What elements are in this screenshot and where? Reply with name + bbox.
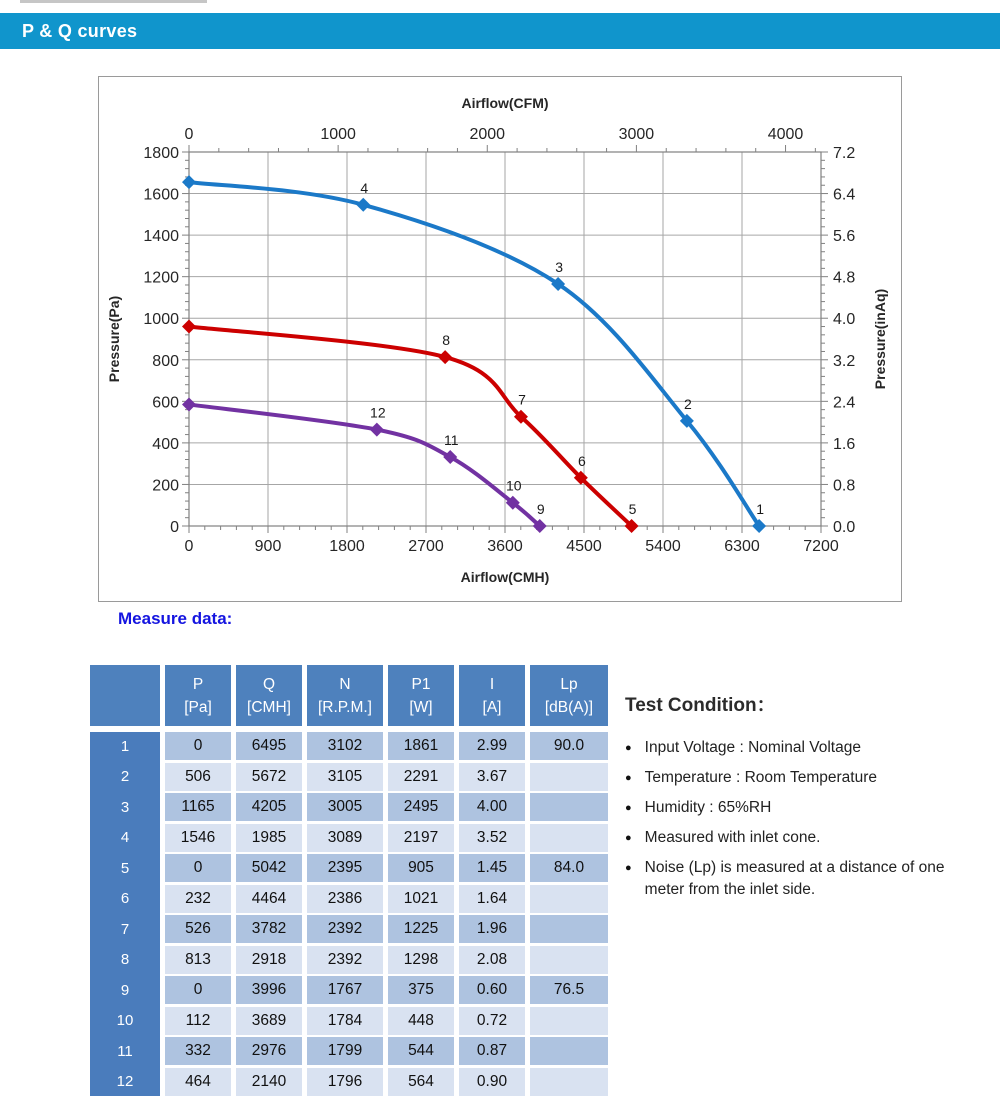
cell-P: 464 bbox=[165, 1068, 231, 1096]
cell-N: 2395 bbox=[307, 854, 383, 882]
bullet-icon: ● bbox=[625, 832, 632, 844]
tick-label-top: 0 bbox=[184, 126, 194, 143]
cell-N: 1767 bbox=[307, 976, 383, 1004]
test-condition-item bbox=[625, 737, 985, 759]
data-point-label: 7 bbox=[518, 391, 526, 408]
test-condition-text: Temperature : Room Temperature bbox=[644, 769, 877, 786]
data-point-marker bbox=[182, 397, 196, 411]
cell-N: 3105 bbox=[307, 763, 383, 791]
tick-label-top: 3000 bbox=[618, 126, 655, 143]
cell-N: 3089 bbox=[307, 824, 383, 852]
cell-Lp bbox=[530, 885, 608, 913]
pq-curves-chart bbox=[99, 77, 901, 601]
cell-Q: 2976 bbox=[236, 1037, 302, 1065]
cell-Q: 5042 bbox=[236, 854, 302, 882]
tick-label-left: 1600 bbox=[143, 186, 179, 204]
test-condition-text: Input Voltage : Nominal Voltage bbox=[644, 739, 861, 756]
cell-N: 1784 bbox=[307, 1007, 383, 1035]
bullet-icon: ● bbox=[625, 862, 632, 874]
cell-P: 112 bbox=[165, 1007, 231, 1035]
row-index: 10 bbox=[116, 1012, 134, 1029]
cell-P: 332 bbox=[165, 1037, 231, 1065]
cell-P: 0 bbox=[165, 732, 231, 760]
cell-Lp bbox=[530, 915, 608, 943]
data-point-label: 6 bbox=[577, 452, 586, 469]
row-index: 2 bbox=[120, 768, 130, 785]
test-condition-text: Measured with inlet cone. bbox=[644, 829, 821, 846]
bullet-icon: ● bbox=[625, 802, 632, 814]
cell-P: 526 bbox=[165, 915, 231, 943]
test-condition-list bbox=[625, 737, 985, 901]
tick-label-left: 200 bbox=[152, 477, 179, 495]
table-row bbox=[90, 793, 608, 821]
tick-label-bottom: 2700 bbox=[408, 538, 444, 555]
test-condition-title: Test Condition： bbox=[625, 695, 776, 716]
cell-I: 3.67 bbox=[459, 763, 525, 791]
cell-Q: 1985 bbox=[236, 824, 302, 852]
cell-P: 0 bbox=[165, 854, 231, 882]
cell-Q: 3689 bbox=[236, 1007, 302, 1035]
section-title-bar bbox=[0, 13, 1000, 49]
tick-label-right: 2.4 bbox=[833, 394, 856, 412]
data-point-label: 4 bbox=[360, 179, 369, 196]
tick-label-top: 1000 bbox=[320, 126, 356, 143]
cell-N: 2392 bbox=[307, 915, 383, 943]
data-point-marker bbox=[438, 350, 452, 364]
data-point-marker bbox=[182, 175, 196, 189]
column-label: Q bbox=[262, 675, 276, 693]
column-unit: [A] bbox=[482, 698, 502, 716]
tick-label-right: 3.2 bbox=[833, 352, 856, 370]
left-axis-title: Pressure(Pa) bbox=[106, 295, 122, 383]
cell-I: 0.60 bbox=[459, 976, 525, 1004]
data-point-label: 2 bbox=[683, 395, 692, 412]
column-label: Lp bbox=[560, 675, 578, 693]
column-header-P bbox=[165, 665, 231, 726]
data-point-label: 8 bbox=[442, 332, 451, 349]
row-index: 11 bbox=[117, 1042, 133, 1060]
tick-label-right: 4.8 bbox=[833, 269, 856, 287]
column-unit: [dB(A)] bbox=[544, 698, 594, 716]
cell-P1: 905 bbox=[388, 854, 454, 882]
data-point-label: 5 bbox=[628, 501, 637, 517]
column-header-Lp bbox=[530, 665, 608, 726]
cell-Lp: 84.0 bbox=[530, 854, 608, 882]
curve-points-5-8 bbox=[189, 327, 632, 526]
test-condition-item bbox=[625, 827, 985, 849]
tick-label-left: 800 bbox=[152, 352, 179, 370]
tick-label-right: 4.0 bbox=[833, 311, 856, 329]
table-row bbox=[90, 1007, 608, 1035]
data-point-label: 9 bbox=[536, 501, 545, 517]
row-index: 6 bbox=[120, 890, 130, 907]
cell-Q: 5672 bbox=[236, 763, 302, 791]
cell-I: 0.90 bbox=[459, 1068, 525, 1096]
tick-label-bottom: 6300 bbox=[724, 538, 760, 555]
cell-I: 1.45 bbox=[459, 854, 525, 882]
section-title: P & Q curves bbox=[22, 21, 138, 41]
cell-I: 4.00 bbox=[459, 793, 525, 821]
row-index: 8 bbox=[120, 951, 130, 968]
measure-data-table bbox=[90, 665, 608, 1096]
cropped-text-artifact bbox=[20, 0, 207, 3]
cell-Lp bbox=[530, 824, 608, 852]
cell-Q: 3996 bbox=[236, 976, 302, 1004]
table-header-row bbox=[90, 665, 608, 726]
column-header-I bbox=[459, 665, 525, 726]
column-label: P1 bbox=[411, 675, 431, 693]
bullet-icon: ● bbox=[625, 772, 632, 784]
cell-N: 2392 bbox=[307, 946, 383, 974]
cell-I: 0.72 bbox=[459, 1007, 525, 1035]
cell-P1: 2197 bbox=[388, 824, 454, 852]
cell-P: 1546 bbox=[165, 824, 231, 852]
cell-I: 0.87 bbox=[459, 1037, 525, 1065]
cell-P1: 1225 bbox=[388, 915, 454, 943]
tick-label-right: 6.4 bbox=[833, 186, 856, 204]
cell-P1: 1298 bbox=[388, 946, 454, 974]
cell-Lp: 76.5 bbox=[530, 976, 608, 1004]
column-unit: [R.P.M.] bbox=[318, 698, 372, 716]
column-header-Q bbox=[236, 665, 302, 726]
cell-I: 3.52 bbox=[459, 824, 525, 852]
curve-points-9-12 bbox=[189, 404, 540, 526]
cell-Q: 3782 bbox=[236, 915, 302, 943]
cell-Q: 2140 bbox=[236, 1068, 302, 1096]
cell-P1: 2291 bbox=[388, 763, 454, 791]
tick-label-bottom: 900 bbox=[254, 538, 282, 555]
tick-label-right: 7.2 bbox=[833, 145, 856, 162]
top-axis-title: Airflow(CFM) bbox=[461, 95, 549, 111]
tick-label-bottom: 3600 bbox=[487, 538, 523, 555]
row-index: 1 bbox=[120, 737, 130, 755]
data-point-marker bbox=[182, 320, 196, 334]
cell-Lp bbox=[530, 946, 608, 974]
test-condition-text: Humidity : 65%RH bbox=[644, 799, 772, 816]
cell-P: 0 bbox=[165, 976, 231, 1004]
chart-frame bbox=[98, 76, 902, 602]
cell-N: 3005 bbox=[307, 793, 383, 821]
right-axis-title: Pressure(inAq) bbox=[872, 288, 888, 390]
cell-P1: 2495 bbox=[388, 793, 454, 821]
tick-label-bottom: 5400 bbox=[645, 538, 681, 555]
tick-label-bottom: 4500 bbox=[566, 538, 602, 555]
data-point-marker bbox=[370, 423, 384, 437]
column-label: N bbox=[339, 675, 351, 693]
table-row bbox=[90, 915, 608, 943]
column-header-N bbox=[307, 665, 383, 726]
table-row bbox=[90, 1068, 608, 1096]
bullet-icon: ● bbox=[625, 742, 632, 754]
column-label: I bbox=[489, 675, 495, 693]
cell-Q: 6495 bbox=[236, 732, 302, 760]
cell-N: 1799 bbox=[307, 1037, 383, 1065]
row-index: 7 bbox=[120, 920, 130, 938]
table-row bbox=[90, 732, 608, 760]
cell-P1: 448 bbox=[388, 1007, 454, 1035]
cell-P: 506 bbox=[165, 763, 231, 791]
cell-I: 2.99 bbox=[459, 732, 525, 760]
table-row bbox=[90, 976, 608, 1004]
data-point-label: 12 bbox=[370, 404, 386, 421]
test-condition-item bbox=[625, 797, 985, 819]
test-condition-text: Noise (Lp) is measured at a distance of one meter from the inlet side. bbox=[644, 859, 945, 898]
cell-I: 2.08 bbox=[459, 946, 525, 974]
tick-label-left: 1800 bbox=[143, 145, 179, 162]
data-point-label: 10 bbox=[506, 477, 522, 494]
cell-Q: 2918 bbox=[236, 946, 302, 974]
table-row bbox=[90, 763, 608, 791]
tick-label-left: 1200 bbox=[143, 269, 179, 287]
row-index: 4 bbox=[120, 829, 130, 846]
column-label: P bbox=[192, 675, 204, 693]
row-index: 5 bbox=[120, 859, 130, 877]
cell-I: 1.64 bbox=[459, 885, 525, 913]
cell-Lp: 90.0 bbox=[530, 732, 608, 760]
tick-label-right: 5.6 bbox=[833, 228, 856, 246]
row-index: 9 bbox=[120, 981, 130, 999]
tick-label-right: 0.0 bbox=[833, 519, 856, 536]
tick-label-left: 600 bbox=[152, 394, 179, 412]
table-row bbox=[90, 854, 608, 882]
table-row bbox=[90, 824, 608, 852]
cell-Lp bbox=[530, 763, 608, 791]
table-row bbox=[90, 1037, 608, 1065]
tick-label-bottom: 0 bbox=[184, 538, 194, 555]
data-point-label: 1 bbox=[756, 501, 765, 517]
column-unit: [W] bbox=[409, 698, 433, 716]
cell-P: 1165 bbox=[165, 793, 231, 821]
tick-label-right: 1.6 bbox=[833, 435, 856, 453]
data-point-label: 3 bbox=[555, 258, 564, 275]
cell-P1: 1021 bbox=[388, 885, 454, 913]
table-body bbox=[90, 732, 608, 1096]
cell-P1: 564 bbox=[388, 1068, 454, 1096]
tick-label-top: 4000 bbox=[767, 126, 804, 143]
tick-label-left: 0 bbox=[170, 519, 179, 536]
measure-data-label: Measure data: bbox=[118, 609, 233, 628]
test-condition-item bbox=[625, 857, 985, 901]
row-index: 3 bbox=[120, 798, 130, 816]
cell-P1: 375 bbox=[388, 976, 454, 1004]
tick-label-bottom: 7200 bbox=[803, 538, 839, 555]
cell-P1: 544 bbox=[388, 1037, 454, 1065]
cell-I: 1.96 bbox=[459, 915, 525, 943]
tick-label-left: 1000 bbox=[143, 311, 179, 329]
cell-Lp bbox=[530, 1068, 608, 1096]
data-point-marker bbox=[356, 198, 370, 212]
column-unit: [Pa] bbox=[184, 698, 212, 716]
tick-label-top: 2000 bbox=[469, 126, 506, 143]
tick-label-bottom: 1800 bbox=[329, 538, 365, 555]
cell-Lp bbox=[530, 793, 608, 821]
cell-Lp bbox=[530, 1007, 608, 1035]
cell-Q: 4205 bbox=[236, 793, 302, 821]
cell-N: 2386 bbox=[307, 885, 383, 913]
column-header-P1 bbox=[388, 665, 454, 726]
cell-N: 3102 bbox=[307, 732, 383, 760]
row-index: 12 bbox=[116, 1073, 134, 1090]
cell-P: 813 bbox=[165, 946, 231, 974]
table-row bbox=[90, 946, 608, 974]
tick-label-left: 1400 bbox=[143, 228, 179, 246]
table-corner-cell bbox=[90, 665, 160, 726]
column-unit: [CMH] bbox=[247, 698, 291, 716]
data-point-label: 11 bbox=[443, 432, 459, 449]
tick-label-right: 0.8 bbox=[833, 477, 856, 495]
tick-label-left: 400 bbox=[152, 435, 179, 453]
cell-Lp bbox=[530, 1037, 608, 1065]
cell-Q: 4464 bbox=[236, 885, 302, 913]
test-condition-panel bbox=[625, 690, 985, 909]
bottom-axis-title: Airflow(CMH) bbox=[460, 569, 550, 585]
table-row bbox=[90, 885, 608, 913]
test-condition-item bbox=[625, 767, 985, 789]
cell-P1: 1861 bbox=[388, 732, 454, 760]
cell-P: 232 bbox=[165, 885, 231, 913]
cell-N: 1796 bbox=[307, 1068, 383, 1096]
